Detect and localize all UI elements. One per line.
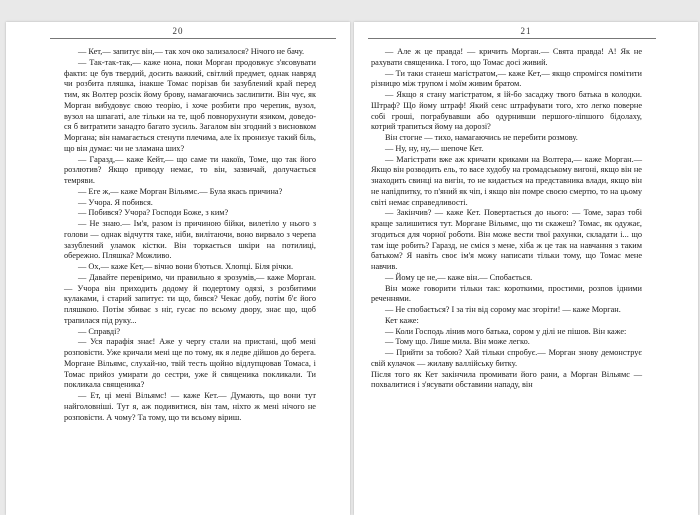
paragraph: — Ох,— каже Кет,— вічно вони б'ються. Хлопці. Біля річки. [78,262,294,271]
paragraph: — Кет,— запитує він,— так хоч око зализалося? Нічого не бачу. [78,47,305,56]
paragraph: — Гаразд,— каже Кейт,— що саме ти накоїв, Томе, що так його розлютив? Якщо приводу немає, то він, зазвичай, долучається темряви. [64,154,316,185]
paragraph: Він стогне — тихо, намагаючись не перебити розмову. [385,133,578,142]
page-number: 21 [520,26,532,36]
paragraph: — Побився? Учора? Господи Боже, з ким? [78,208,229,218]
paragraph: — Закінчив? — каже Кет. Повертається до нього: — Томе, зараз тобі краще залишитися тут. Моргане Вільямс, що ти скажеш? Томас, як одужає, згодиться для чорної роботи. Він може вести твої рахунки, складати і... що там іще робить? Гаразд, не сміся з мене, хіба ж це так на навчання з таким батьком? Я навіть своє ім'я можу написати тільки тому, що Томас мене навчив. [371,208,642,271]
left-page [6,22,350,515]
paragraph: — Не знаю.— Ім'я, разом із причиною бійки, вилетіло у нього з голови — однак відчуття таке, ніби, вилітаючи, воно вирвало з черепа зазублений уламок кістки. Він торкається шкіри на потилиці, обережно. Пляшка? Можливо. [64,219,316,261]
paragraph: Кет каже: [385,315,419,325]
header-rule [368,38,656,39]
paragraph: — Йому це не,— каже він.— Спобається. [385,272,533,282]
paragraph: — Ну, ну, ну,— шепоче Кет. [385,143,484,153]
paragraph: Після того як Кет закінчила промивати його рани, а Морган Вільямс — похвалитися і з'ясувати обставини нападу, він [371,369,642,390]
paragraph: — Але ж це правда! — кричить Морган.— Свята правда! А! Як не рахувати священика. І того, що Томас досі живий. [371,47,642,67]
paragraph: — Прийти за тобою? Хай тільки спробує.— Морган знову демонструє свій кулачок — жилаву валлійську битку. [371,348,642,368]
header-rule [50,38,336,39]
paragraph: — Справді? [78,326,121,336]
paragraph: — Тому що. Лише мила. Він може легко. [385,337,530,347]
paragraph: — Уся парафія знає! Аже у чергу стали на пристані, щоб мені розповісти. Уже кричали мені ще по тому, як я ледве дійшов до берега. Моргане Вільямс, слухай-но, твій тесть щойно відлупцював Томаса, і Томас прийоз умирати до сестри, уже й священика покликали. Ти покликала священика? [64,337,316,390]
paragraph: — Давайте перевіримо, чи правильно я зрозумів,— каже Морган.— Учора він приходить додому й подертому одязі, з розбитими кулаками, і старий запитує: ти що, бився? Чекає добу, потім б'є його пляшкою. Потім збиває з ніг, гусає по всьому двору, знає що, щоб трапилася під руку... [64,272,316,325]
paragraph: — Якщо я стану магістратом, я їй-бо засаджу твого батька в колодки. Штраф? Що йому штраф! Який сенс штрафувати того, хто легко поверне собі гроші, пограбувавши або одурнивши першого-ліпшого бідолаху, котрий трапиться йому на дорозі? [371,90,642,132]
page-text [64,47,316,515]
paragraph: — Магістрати вже аж кричати криками на Волтера,— каже Морган.— Якщо він розводить ель, то васе худобу на громадському вигоні, якщо він не знаходить свинці на вигін, то не кидається на представника влади, якщо він не напідпитку, то п'яний як чіп, і якщо він помре своєю смертю, то на цьому світі немає справедливості. [371,154,642,207]
right-page [354,22,698,515]
paragraph: — Еге ж,— каже Морган Вільямс.— Була якась причина? [78,186,283,196]
paragraph: — Учора. Я побився. [78,197,153,207]
paragraph: — Так-так-так,— каже нона, поки Морган продовжує з'ясовувати факти: це був твердий, досить важкий, світлий предмет, однак навряд чи розбита пляшка, інакше Томас порізав би зазублений край перед тим, як Волтер розсік йому брову, намагаючись заслипити. Він чує, як Морган вибудовує свою теорію, і хоче розбити про черепик, вузол, вузол на шпагаті, але тільки на те, щоб повнорухнути язиком, доведо-ся б витратити занадто багато зусиль. Загалом він згодний з висновком Моргана; він намагається стенути плечима, але їх пронизує такий біль, що він думає: чи не зламана ших? [64,57,316,153]
paragraph: — Не спобається? І за тін від сорому мас згоріти! — каже Морган. [385,305,621,314]
paragraph: — Коли Господь лінив мого батька, сором у ділі не пішов. Він каже: [385,326,627,336]
page-number: 20 [172,26,184,36]
page-text [371,47,642,515]
paragraph: — Ет, ці мені Вільямс! — каже Кет.— Думають, що вони тут найголовніші. Тут я, аж подивитися, він там, ніхто ж мені нічого не розповісти. А чому? Та тому, що ти всьому віриш. [64,391,316,422]
paragraph: Він може говорити тільки так: короткими, простими, розпов ідними реченнями. [371,283,642,304]
paragraph: — Ти таки станеш магістратом,— каже Кет,— якщо спромігся помітити різницю між трупом і моїм живим братом. [371,68,642,89]
